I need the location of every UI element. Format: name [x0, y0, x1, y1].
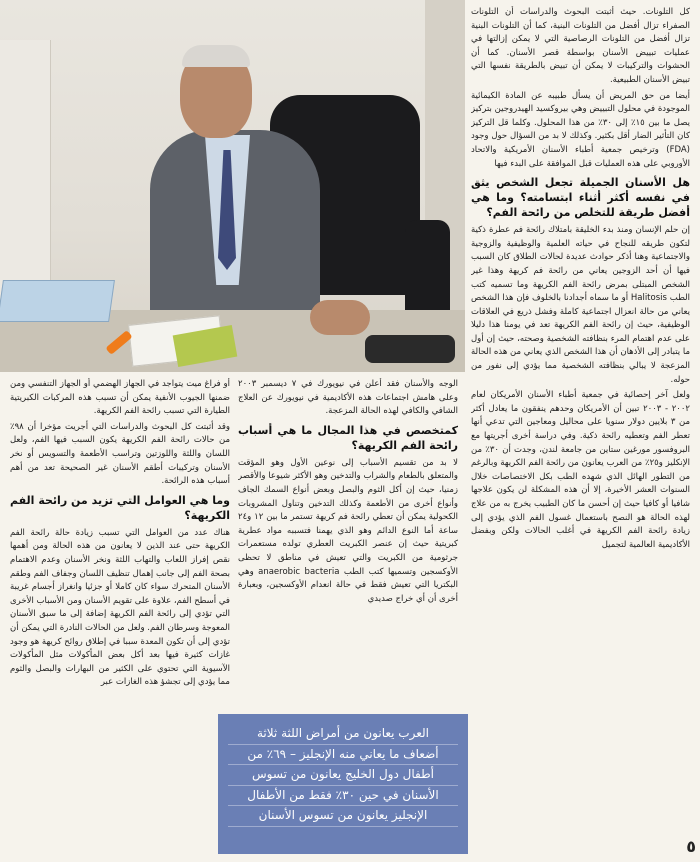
hair-illustration [182, 45, 250, 67]
article-column-right [471, 6, 690, 852]
pull-quote-line: الإنجليز يعانون من تسوس الأسنان [228, 806, 458, 827]
article-column-middle [238, 378, 458, 708]
pull-quote [218, 714, 468, 854]
page-number: ٥ [686, 837, 696, 856]
phone-illustration [365, 335, 455, 363]
paragraph: ولعل آخر إحصائية في جمعية أطباء الأسنان الأمريكان لعام ٢٠٠٢ - ٢٠٠٣ تبين أن الأمريكان وحدهم ينفقون ما يعادل أكثر من ٣ بلايين دولار سنويا على محاليل ومعاجين التي تدعي أنها تعطر الفم وتعطيه رائحة ذكية. وفي دراسة أخرى أجريتها مع البروفسور مورغين ستاين من جامعة لندن، وجدت أن ٣٠٪ من الإنكليز و٢٥٪ من العرب يعانون من رائحة الفم الكريهة وبالرغم من التطور الهائل الذي شهده الطب بكل الاختصاصات خلال السنوات العشر الأخيرة، إلا أن هذه المشكلة لن يكون علاجها شافيا أو كافيا حيث إن أحسن ما كان الطبيب يخرج به من علاج لهذه الحالة هو النصح باستعمال غسول الفم الذي يؤدي إلى زيادة رائحة الفم الكريهة في أغلب الحالات ولكن وبفضل الأكاديمية العالمية لتجميل [471, 390, 690, 550]
paragraph: وقد أثبتت كل البحوث والدراسات التي أجريت مؤخرا أن ٩٨٪ من حالات رائحة الفم الكريهة يكون السبب فيها الفم، ولعل اللسان واللثة واللوزتين وتراسب الأطعمة والتسويس أو نخر الأسنان وتركيبات أطقم الأسنان غير الصحيحة تعد من أهم أسباب هذه الرائحة. [10, 421, 230, 487]
article-column-left [10, 378, 230, 848]
section-heading: هل الأسنان الجميلة تجعل الشخص يثق في نفسه أكثر أثناء ابتسامته؟ وما هي أفضل طريقة للتخلص من رائحة الفم؟ [471, 176, 690, 220]
paragraph: أيضا من حق المريض أن يسأل طبيبه عن المادة الكيمائية الموجودة في محلول التبييض وهي بيروكسيد الهيدروجين بتركيز يصل ما بين ١٥٪ إلى ٣٠٪ من هذا المحلول. وكلما قل التركيز كان التأثير الضار أقل بكثير. وكذلك لا بد من السؤال حول وجود (FDA) وترخيص جمعية أطباء الأسنان الأمريكية والاتحاد الأوروبي على هذه العمليات قبل الموافقة على البدء فيها [471, 90, 690, 169]
paragraph: إن حلم الإنسان ومنذ بدء الخليقة بامتلاك رائحة فم عطرة ذكية لتكون طريقه للنجاح في حياته العلمية والوظيفية والزوجية والاجتماعية وهنا أذكر حوادث عديدة لحالات الطلاق كان السبب فيها أن أحد الزوجين يعاني من رائحة فم كريهة وهذا غير الشخص المبتلى بمرض رائحة الفم الكريهة وما تسميه كتب الطب Halitosis أو ما سماه أجدادنا بالخلوف فإن هذا الشخص يعاني من حالة انعزال اجتماعية كاملة وفشل ذريع في العلاقات الوظيفية، حيث إن رائحة الفم الكريهة تعد في يومنا هذا دليلا على عدم اهتمام المرء بنظافته الشخصية وصحته، حيث إن أول ما يتبادر إلى الأذهان أن هذا الشخص الذي يعاني من هذه الحالة المزعجة لا يبالي بنظافته الشخصية مما يؤدي إلى نفور من حوله. [471, 225, 690, 385]
pull-quote-line: أطفال دول الخليج يعانون من تسوس [228, 765, 458, 786]
paragraph: لا بد من تقسيم الأسباب إلى نوعين الأول وهو المؤقت والمتعلق بالطعام والشراب والتدخين وهو الأكثر شيوعا والأقصر زمنيا، حيث إن أكل الثوم والبصل وبعض أنواع السمك الجاف وأنواع أخرى من الأطعمة وكذلك التدخين وتناول المشروبات الكحولية يمكن أن تعطي رائحة فم كريهة تستمر ما بين ١٢ و٢٤ ساعة أما النوع الدائم وهو الذي يهمنا فتسببه مواد عطرية كبريتية حيث إن عنصر الكبريت العطري تولده مستعمرات جرثومية من الكبريت والتي تعيش في مناطق لا تحظى الأوكسجين وتسميها كتب الطب anaerobic bacteria وهي البكتريا التي تعيش فقط في حالة انعدام الأوكسجين، وبعبارة أخرى أن أي خراج صديدي [238, 457, 458, 604]
paragraph: كل التلونات. حيث أثبتت البحوث والدراسات أن التلونات الصفراء تزال أفضل من التلونات البنية، كما أن التلونات البنية تزال أفضل من التلونات الرصاصية التي لا يمكن إزالتها في عمليات تبييض الأسنان بواسطة قصر الأسنان. كما أن الحشوات والتركيبات لا يمكن أن تبيض بالطريقة نفسها التي تبيض الأسنان الطبيعية. [471, 7, 690, 85]
pull-quote-line: العرب يعانون من أمراض اللثة ثلاثة [228, 724, 458, 745]
paragraph: هناك عدد من العوامل التي تسبب زيادة حالة رائحة الفم الكريهة حتى عند الذين لا يعانون من هذه الحالة ومن أهمها نقص إفراز اللعاب والتهاب اللثة ونخر الأسنان وعدم الاهتمام بصحة الفم إلى جانب إهمال تنظيف اللسان وجفاف الفم وطقم الأسنان المتحرك سواء كان كاملا أو جزئيا وانغراز أجسام غريبة في أسطح الفم، علاوة على تقويم الأسنان ومن الأسباب الأخرى التي تؤدي إلى رائحة الفم الكريهة إضافة إلى ما سبق الأسنان المعوجة وسرطان الفم. ولعل من الحالات النادرة التي يمكن أن تؤدي إلى أن تكون المعدة سببا في إطلاق روائح كريهة هو وجود غازات كثيرة فيها بعد أكل بعض المأكولات مثل المأكولات الآسيوية التي تحتوي على الكثير من البهارات والبصل والثوم مما يؤدي إلى تجشؤ هذه الغازات عبر [10, 527, 230, 688]
hand-illustration [310, 300, 370, 335]
section-heading: وما هي العوامل التي تزيد من رائحة الفم الكريهة؟ [10, 493, 230, 522]
pull-quote-line: أضعاف ما يعاني منه الإنجليز – ٦٩٪ من [228, 745, 458, 766]
article-photo [0, 0, 465, 372]
paragraph: أو فراغ ميت يتواجد في الجهاز الهضمي أو الجهاز التنفسي ومن ضمنها الجيوب الأنفية يمكن أن تسبب هذه المركبات الكبريتية الطيارة التي تسبب رائحة الفم الكريهة. [10, 379, 230, 417]
paragraph: الوجه والأسنان فقد أعلن في نيويورك في ٧ ديسمبر ٢٠٠٣ وعلى هامش اجتماعات هذه الأكاديمية في نيويورك عن العلاج الشافي والكافي لهذه الحالة المزعجة. [238, 379, 458, 417]
papers-illustration [0, 280, 115, 322]
section-heading: كمتخصص في هذا المجال ما هي أسباب رائحة الفم الكريهة؟ [238, 423, 458, 452]
pull-quote-line: الأسنان في حين ٣٠٪ فقط من الأطفال [228, 786, 458, 807]
